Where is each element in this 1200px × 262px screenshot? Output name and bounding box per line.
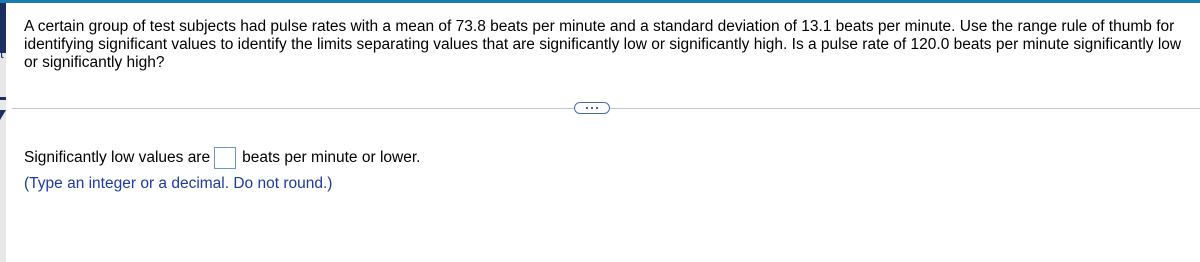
ellipsis-icon [596,107,598,109]
answer-format-hint: (Type an integer or a decimal. Do not round.) [24,175,333,192]
left-nav-marker[interactable] [0,3,6,53]
answer-line [24,146,420,170]
answer-prefix-label: Significantly low values are [24,149,211,166]
answer-suffix-label: beats per minute or lower. [242,149,421,166]
question-text: A certain group of test subjects had pulse rates with a mean of 73.8 beats per minute and a standard deviation of 13.1 beats per minute. Use the range rule of thumb for identifying significant values to identify the limits separating values that are significantly low or significantly high. Is a pulse rate of 120.0 beats per minute significantly low or significantly high? [24,18,1182,71]
left-nav-divider [0,97,6,100]
low-limit-answer-input[interactable] [214,147,236,169]
ellipsis-icon [586,107,588,109]
left-nav-glyph: t [0,47,4,61]
left-nav-arrow-icon[interactable] [0,110,6,120]
ellipsis-icon [591,107,593,109]
top-accent-bar [0,0,1200,3]
expand-more-button[interactable] [574,102,610,114]
